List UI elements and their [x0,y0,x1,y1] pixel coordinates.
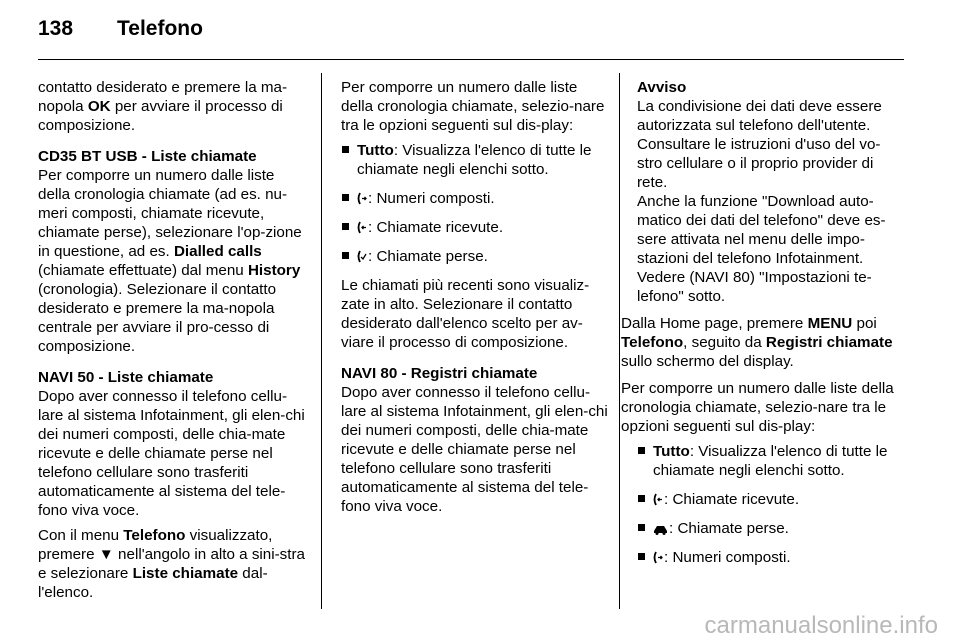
call-list-options [341,141,609,266]
section-navi80: NAVI 80 - Registri chiamate Dopo aver connesso il telefono cellu-lare al sistema Infotainment, gli elen-chi dei numeri composti, delle chia-mate ricevute e delle chiamate perse nel telefono cellulare sono trasferiti automaticamente al sistema del tele-fono viva voce. [341,365,608,515]
section-cd35: CD35 BT USB - Liste chiamate Per comporre un numero dalle liste della cronologia chiamate (ad es. nu-meri composti, chiamate ricevute, chiamate perse), selezionare l'op-zione in questione, ad es. Dialled calls (chiamate effettuate) dal menu History (cronologia). Selezionare il contatto desiderato e premere la ma-nopola centrale per avviare il pro-cesso di composizione. [38,147,306,356]
list-item: : Chiamate ricevute. [341,218,609,237]
column-1 [38,78,306,614]
list-item: Tutto: Visualizza l'elenco di tutte le chiamate negli elenchi sotto. [341,141,609,179]
section-heading: NAVI 80 - Registri chiamate [341,365,538,382]
list-item: : Chiamate perse. [341,247,609,266]
chapter-title: Telefono [117,17,203,40]
list-item: : Chiamate perse. [637,519,905,538]
paragraph: Per comporre un numero dalle liste della cronologia chiamate, selezio-nare tra le opzioni seguenti sul dis-play: [341,79,605,134]
list-item: : Numeri composti. [341,189,609,208]
column-divider-1 [321,73,322,609]
section-heading: NAVI 50 - Liste chiamate [38,369,214,386]
column-2 [341,78,609,528]
list-item: : Numeri composti. [637,548,905,567]
list-item: Tutto: Visualizza l'elenco di tutte le chiamate negli elenchi sotto. [637,442,905,480]
list-item: : Chiamate ricevute. [637,490,905,509]
outgoing-call-icon [357,192,367,205]
section-navi50: NAVI 50 - Liste chiamate Dopo aver connesso il telefono cellu-lare al sistema Infotainment, gli elen-chi dei numeri composti, delle chia-mate ricevute e delle chiamate perse nel telefono cellulare sono trasferiti automaticamente al sistema del tele-fono viva voce. [38,369,305,519]
incoming-call-icon [653,493,663,506]
paragraph: Le chiamati più recenti sono visualiz-zate in alto. Selezionare il contatto desiderato dall'elenco scelto per av-viare il processo di composizione. [341,277,590,351]
section-heading: CD35 BT USB - Liste chiamate [38,148,257,165]
page-number: 138 [38,17,74,40]
paragraph: Per comporre un numero dalle liste della cronologia chiamate, selezio-nare tra le opzioni seguenti sul dis-play: [621,380,894,435]
paragraph: Dalla Home page, premere MENU poi Telefono, seguito da Registri chiamate sullo schermo del display. [621,315,893,370]
outgoing-call-icon [653,551,663,564]
paragraph: Con il menu Telefono visualizzato, premere ▼ nell'angolo in alto a sini-stra e selezionare Liste chiamate dal-l'elenco. [38,527,305,601]
paragraph: contatto desiderato e premere la ma-nopola OK per avviare il processo di composizione. [38,79,288,134]
header-rule [38,59,904,60]
call-list-options [621,442,905,567]
missed-call-car-icon [653,522,668,535]
missed-call-icon [357,250,367,263]
note-box: Avviso La condivisione dei dati deve essere autorizzata sul telefono dell'utente. Consultare le istruzioni d'uso del vo-stro cellulare o il proprio provider di rete. Anche la funzione "Download auto-matico dei dati del telefono" deve es-sere attivata nel menu delle impo-stazioni del telefono Infotainment. Vedere (NAVI 80) "Impostazioni te-lefono" sotto. [621,78,905,306]
incoming-call-icon [357,221,367,234]
watermark: carmanualsonline.info [704,612,938,639]
column-3 [621,78,905,577]
column-divider-2 [619,73,620,609]
note-heading: Avviso [637,79,687,96]
triangle-down-icon: ▼ [98,546,114,563]
